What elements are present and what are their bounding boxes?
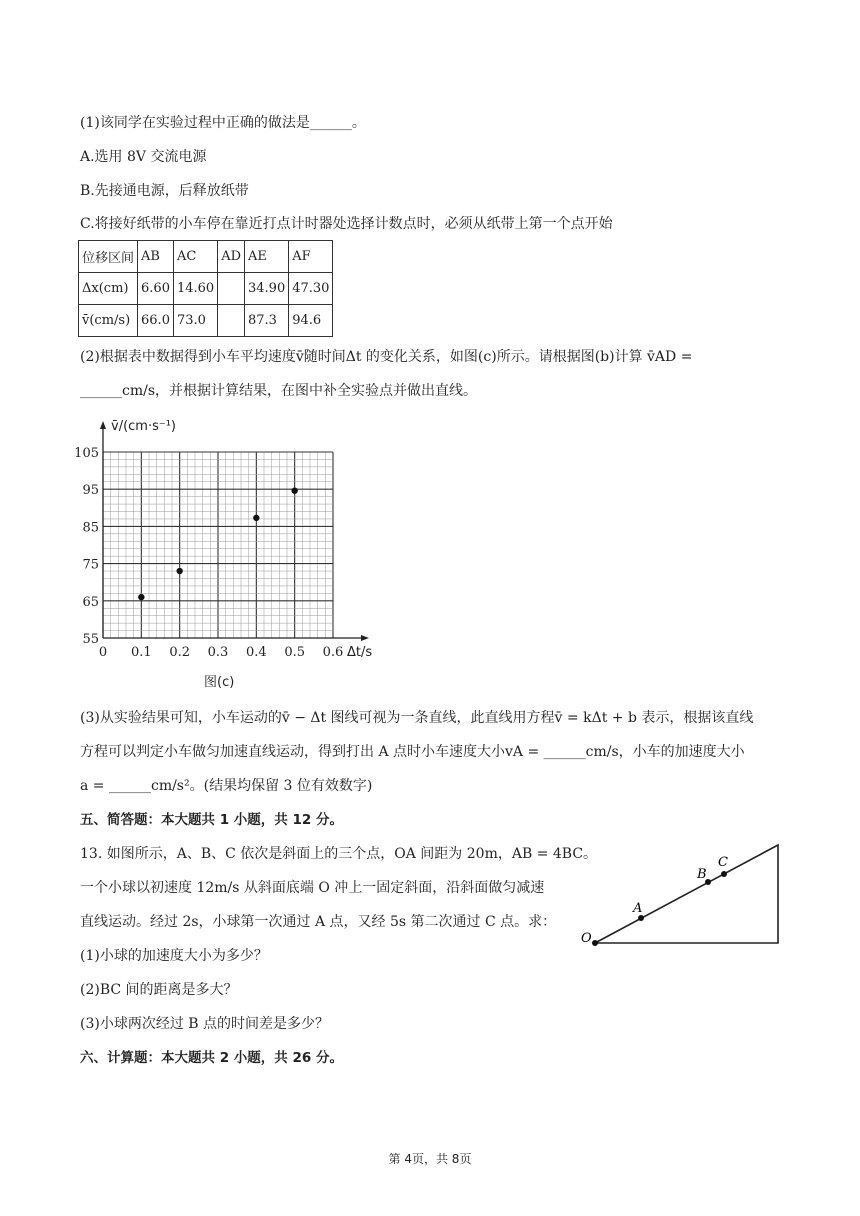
data-point: [138, 594, 144, 600]
table-cell: Δx(cm): [79, 273, 138, 305]
x-axis-arrow: [361, 635, 369, 641]
x-tick-label: 0: [98, 645, 108, 660]
section6-heading: 六、计算题：本大题共 2 小题，共 26 分。: [80, 1050, 343, 1066]
data-point: [176, 568, 182, 574]
y-tick-label: 55: [82, 632, 99, 647]
table-row: [79, 273, 333, 305]
incline-diagram: [575, 840, 785, 950]
y-tick-label: 75: [82, 557, 99, 573]
q12-part3-line2: 方程可以判定小车做匀加速直线运动，得到打出 A 点时小车速度大小vA = ______cm/s，小车的加速度大小: [80, 744, 745, 760]
table-cell: AC: [173, 241, 217, 273]
point-c: [721, 871, 727, 877]
y-tick-label: 105: [74, 446, 99, 461]
table-cell: AE: [245, 241, 289, 273]
option-b: B.先接通电源，后释放纸带: [80, 183, 249, 199]
label-a: A: [633, 901, 643, 916]
table-cell: AF: [289, 241, 333, 273]
chart-grid: [103, 452, 333, 638]
section5-heading: 五、简答题：本大题共 1 小题，共 12 分。: [80, 812, 343, 828]
y-tick-label: 85: [82, 520, 99, 536]
figure-caption: 图(c): [204, 675, 235, 690]
y-axis-label: v̄/(cm·s⁻¹): [111, 419, 177, 434]
table-cell: [218, 273, 245, 305]
q13-sub2: (2)BC 间的距离是多大？: [80, 982, 238, 998]
table-cell: [218, 305, 245, 337]
q13-line2: 一个小球以初速度 12m/s 从斜面底端 O 冲上一固定斜面，沿斜面做匀减速: [80, 880, 545, 896]
label-c: C: [718, 855, 728, 870]
x-tick-label: 0.4: [245, 645, 267, 660]
x-axis-label: Δt/s: [347, 645, 373, 660]
q13-sub3: (3)小球两次经过 B 点的时间差是多少？: [80, 1016, 330, 1032]
table-cell: 66.0: [138, 305, 174, 337]
x-tick-label: 0.3: [207, 645, 229, 660]
q13-line1: 13. 如图所示，A、B、C 依次是斜面上的三个点，OA 间距为 20m，AB = 4BC。: [80, 846, 598, 862]
table-cell: 34.90: [245, 273, 289, 305]
page-footer: 第 4页，共 8页: [388, 1152, 472, 1166]
chart-ticks: [74, 446, 343, 660]
option-a: A.选用 8V 交流电源: [80, 149, 207, 165]
table-cell: 位移区间: [79, 241, 138, 273]
y-tick-label: 95: [82, 483, 99, 499]
label-o: O: [581, 931, 592, 946]
q12-part1: (1)该同学在实验过程中正确的做法是______。: [80, 115, 366, 131]
table-header-row: [79, 241, 333, 273]
table-cell: 14.60: [173, 273, 217, 305]
y-axis-arrow: [100, 421, 106, 429]
y-tick-label: 65: [82, 594, 99, 610]
data-point: [291, 487, 297, 493]
table-cell: 94.6: [289, 305, 333, 337]
point-o: [592, 940, 598, 946]
table-cell: AB: [138, 241, 174, 273]
table-cell: AD: [218, 241, 245, 273]
velocity-time-chart: [72, 410, 392, 695]
q12-part2-line1: (2)根据表中数据得到小车平均速度v̄随时间Δt 的变化关系，如图(c)所示。请根据图(b)计算 v̄AD =: [80, 349, 693, 365]
table-cell: 73.0: [173, 305, 217, 337]
q12-part3-line3: a = ______cm/s²。(结果均保留 3 位有效数字): [80, 778, 373, 794]
x-tick-label: 0.2: [169, 645, 191, 660]
x-tick-label: 0.6: [322, 645, 344, 660]
label-b: B: [697, 867, 707, 882]
data-point: [253, 515, 259, 521]
table-cell: 47.30: [289, 273, 333, 305]
table-cell: 87.3: [245, 305, 289, 337]
q12-part3-line1: (3)从实验结果可知，小车运动的v̄ − Δt 图线可视为一条直线，此直线用方程v̄ = kΔt + b 表示，根据该直线: [80, 710, 754, 726]
table-cell: v̄(cm/s): [79, 305, 138, 337]
displacement-table: [78, 240, 333, 337]
q12-part2-line2: ______cm/s，并根据计算结果，在图中补全实验点并做出直线。: [80, 383, 478, 399]
q13-line3: 直线运动。经过 2s，小球第一次通过 A 点，又经 5s 第二次通过 C 点。求：: [80, 914, 557, 930]
x-tick-label: 0.1: [130, 645, 152, 660]
table-cell: 6.60: [138, 273, 174, 305]
option-c: C.将接好纸带的小车停在靠近打点计时器处选择计数点时，必须从纸带上第一个点开始: [80, 216, 613, 232]
table-row: [79, 305, 333, 337]
q13-sub1: (1)小球的加速度大小为多少？: [80, 948, 268, 964]
x-tick-label: 0.5: [284, 645, 306, 660]
incline-triangle: [595, 845, 778, 943]
